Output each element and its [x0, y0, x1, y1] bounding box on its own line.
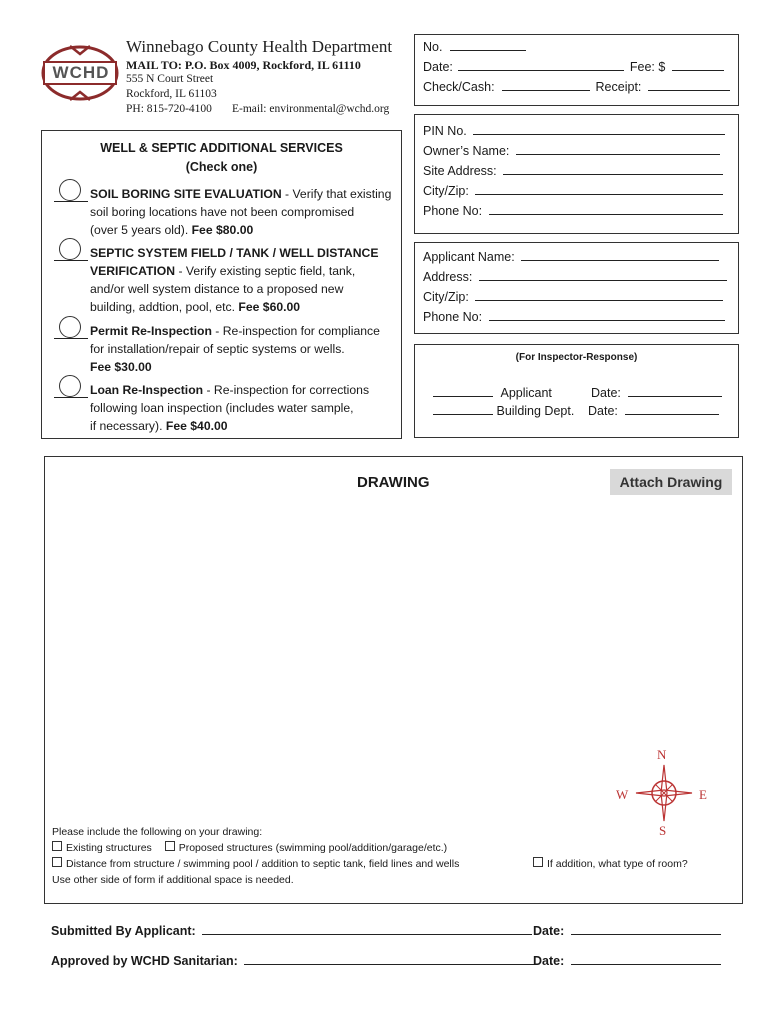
- drawing-note: Use other side of form if additional space is needed.: [52, 874, 294, 886]
- septic-distance-fee: Fee $60.00: [238, 300, 301, 314]
- applicant-phone-field[interactable]: [489, 308, 725, 321]
- submitted-date-field[interactable]: [571, 922, 721, 935]
- permit-reinspection-radio[interactable]: [59, 316, 81, 338]
- check-cash-field[interactable]: [502, 78, 590, 91]
- owner-name-label: Owner’s Name:: [423, 144, 510, 158]
- submitted-label: Submitted By Applicant:: [51, 924, 196, 938]
- inspector-title: (For Inspector-Response): [515, 352, 638, 363]
- septic-distance-name-2: VERIFICATION: [90, 264, 176, 278]
- applicant-cityzip-label: City/Zip:: [423, 290, 469, 304]
- loan-reinspection-desc-3: if necessary).: [90, 419, 163, 433]
- mail-to: MAIL TO: P.O. Box 4009, Rockford, IL 61110: [126, 58, 361, 72]
- pin-field[interactable]: [473, 122, 725, 135]
- owner-cityzip-label: City/Zip:: [423, 184, 469, 198]
- septic-distance-desc-3: building, addtion, pool, etc.: [90, 300, 236, 314]
- inspector-date-label-1: Date:: [591, 386, 621, 400]
- soil-boring-fee: Fee $80.00: [191, 223, 254, 237]
- inspector-building-label: Building Dept.: [496, 404, 575, 418]
- addition-option: [533, 856, 688, 872]
- no-label: No.: [423, 40, 443, 54]
- compass-e: E: [699, 787, 707, 802]
- compass-s: S: [659, 823, 667, 838]
- site-address-field[interactable]: [503, 162, 723, 175]
- permit-reinspection-desc-1: - Re-inspection for compliance: [211, 324, 380, 338]
- inspector-applicant-label: Applicant: [500, 386, 552, 400]
- owner-cityzip-field[interactable]: [475, 182, 723, 195]
- city: Rockford, IL 61103: [126, 88, 217, 100]
- soil-boring-option: [90, 185, 394, 239]
- building-check-field[interactable]: [433, 402, 493, 415]
- septic-distance-underline: [54, 260, 88, 261]
- addition-checkbox[interactable]: [533, 857, 543, 867]
- services-title: WELL & SEPTIC ADDITIONAL SERVICES: [100, 141, 343, 155]
- soil-boring-desc-3: (over 5 years old).: [90, 223, 189, 237]
- inspector-date-label-2: Date:: [588, 404, 618, 418]
- loan-reinspection-desc-2: following loan inspection (includes water sample,: [90, 401, 354, 415]
- septic-distance-name: SEPTIC SYSTEM FIELD / TANK / WELL DISTANCE: [90, 246, 379, 260]
- submitted-date-row: [533, 922, 721, 938]
- compass: [607, 747, 717, 837]
- applicant-info-box: [414, 242, 739, 334]
- loan-reinspection-desc-1: - Re-inspection for corrections: [203, 383, 370, 397]
- permit-reinspection-underline: [54, 338, 88, 339]
- septic-distance-desc-2: and/or well system distance to a proposed new: [90, 282, 344, 296]
- pin-label: PIN No.: [423, 124, 467, 138]
- services-box: [41, 130, 402, 439]
- compass-n: N: [657, 747, 667, 762]
- office-use-box: [414, 34, 739, 106]
- date-label: Date:: [423, 60, 453, 74]
- loan-reinspection-fee: Fee $40.00: [165, 419, 228, 433]
- existing-structures-checkbox[interactable]: [52, 841, 62, 851]
- submitted-signature-field[interactable]: [202, 922, 532, 935]
- date-field[interactable]: [458, 58, 624, 71]
- fee-field[interactable]: [672, 58, 724, 71]
- inspector-date-field-2[interactable]: [625, 402, 719, 415]
- distance-checkbox[interactable]: [52, 857, 62, 867]
- instructions-title: Please include the following on your drawing:: [52, 826, 263, 838]
- septic-distance-desc-1: - Verify existing septic field, tank,: [175, 264, 356, 278]
- owner-phone-field[interactable]: [489, 202, 723, 215]
- email: E-mail: environmental@wchd.org: [232, 103, 390, 115]
- street: 555 N Court Street: [126, 73, 214, 85]
- site-address-label: Site Address:: [423, 164, 497, 178]
- owner-name-field[interactable]: [516, 142, 720, 155]
- septic-distance-radio[interactable]: [59, 238, 81, 260]
- applicant-phone-label: Phone No:: [423, 310, 483, 324]
- soil-boring-radio[interactable]: [59, 179, 81, 201]
- org-name: Winnebago County Health Department: [126, 37, 393, 56]
- submitted-row: [51, 922, 532, 938]
- approved-row: [51, 952, 534, 968]
- applicant-check-field[interactable]: [433, 384, 493, 397]
- inspector-date-field-1[interactable]: [628, 384, 722, 397]
- phone: PH: 815-720-4100: [126, 103, 212, 115]
- wchd-logo: [40, 44, 120, 102]
- services-subtitle: (Check one): [185, 160, 258, 174]
- loan-reinspection-name: Loan Re-Inspection: [90, 383, 204, 397]
- owner-phone-label: Phone No:: [423, 204, 483, 218]
- proposed-structures-checkbox[interactable]: [165, 841, 175, 851]
- distance-label: Distance from structure / swimming pool / addition to septic tank, field lines and wells: [66, 858, 460, 870]
- approved-date-field[interactable]: [571, 952, 721, 965]
- approved-signature-field[interactable]: [244, 952, 534, 965]
- submitted-date-label: Date:: [533, 924, 565, 938]
- existing-structures-label: Existing structures: [66, 842, 152, 854]
- receipt-label: Receipt:: [595, 80, 642, 94]
- logo-text: WCHD: [52, 63, 110, 82]
- permit-reinspection-desc-2: for installation/repair of septic systems or wells.: [90, 342, 345, 356]
- soil-boring-name: SOIL BORING SITE EVALUATION: [90, 187, 282, 201]
- approved-date-row: [533, 952, 721, 968]
- owner-info-box: [414, 114, 739, 234]
- soil-boring-underline: [54, 201, 88, 202]
- proposed-structures-label: Proposed structures (swimming pool/addition/garage/etc.): [178, 842, 448, 854]
- fee-label: Fee: $: [629, 60, 666, 74]
- loan-reinspection-option: [90, 381, 394, 435]
- permit-reinspection-fee: Fee $30.00: [90, 360, 152, 374]
- loan-reinspection-radio[interactable]: [59, 375, 81, 397]
- applicant-address-label: Address:: [423, 270, 473, 284]
- applicant-name-label: Applicant Name:: [423, 250, 515, 264]
- drawing-area[interactable]: [44, 456, 743, 904]
- approved-label: Approved by WCHD Sanitarian:: [51, 954, 238, 968]
- applicant-name-field[interactable]: [521, 248, 719, 261]
- attach-drawing-button[interactable]: Attach Drawing: [610, 469, 732, 495]
- soil-boring-desc-2: soil boring locations have not been compromised: [90, 205, 355, 219]
- drawing-title: DRAWING: [357, 474, 430, 491]
- approved-date-label: Date:: [533, 954, 565, 968]
- permit-reinspection-option: [90, 322, 394, 376]
- drawing-instructions: [52, 824, 459, 888]
- loan-reinspection-underline: [54, 397, 88, 398]
- compass-w: W: [616, 787, 629, 802]
- addition-label: If addition, what type of room?: [547, 858, 688, 870]
- no-field[interactable]: [450, 38, 526, 51]
- septic-distance-option: [90, 244, 394, 316]
- applicant-cityzip-field[interactable]: [475, 288, 723, 301]
- receipt-field[interactable]: [648, 78, 730, 91]
- applicant-address-field[interactable]: [479, 268, 727, 281]
- permit-reinspection-name: Permit Re-Inspection: [90, 324, 212, 338]
- check-cash-label: Check/Cash:: [423, 80, 495, 94]
- soil-boring-desc-1: - Verify that existing: [281, 187, 392, 201]
- inspector-response-box: [414, 344, 739, 438]
